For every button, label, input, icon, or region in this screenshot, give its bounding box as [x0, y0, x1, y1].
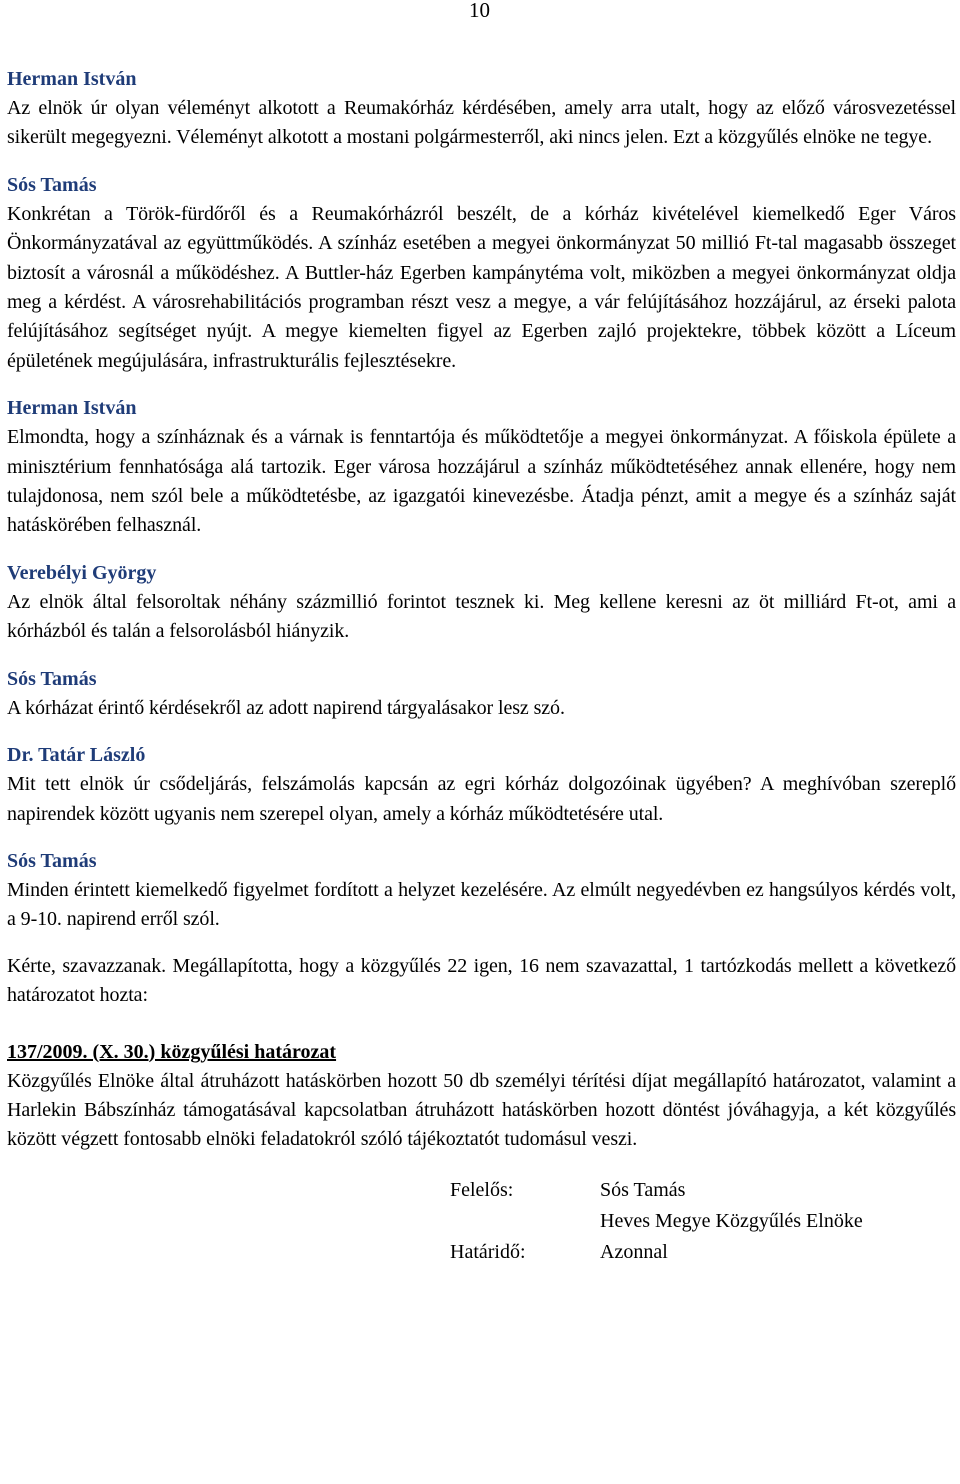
- responsible-name: Sós Tamás: [600, 1178, 686, 1201]
- speech-text: Elmondta, hogy a színháznak és a várnak is fenntartója és működtetője a megyei önkormányzat. A főiskola épülete a minisztérium fennhatósága alá tartozik. Eger városa hozzájárul a színház működtetéséhez annak ellenére, hogy nem tulajdonosa, nem szól bele a működtetésbe, az igazgatói kinevezésbe. Átadja pénzt, amit a megye és a színház saját hatáskörében felhasznál.: [7, 426, 956, 537]
- speaker-name: Verebélyi György: [7, 561, 157, 584]
- speech-text: Konkrétan a Török-fürdőről és a Reumakórházról beszélt, de a kórház kivételével kiemelkedő Eger Város Önkormányzatával az együttműködés. A színház esetében a megyei önkormányzat 50 millió Ft-tal magasabb összeget biztosít a városnál a működéshez. A Buttler-ház Egerben kampánytéma volt, miközben a megyei önkormányzat oldja meg a kérdést. A városrehabilitációs programban részt vesz a megye, a vár felújításához hozzájárul, az érseki palota felújításához segítséget nyújt. A megye kiemelten figyel az Egerben zajló projektekre, többek között a Líceum épületének megújulására, infrastrukturális fejlesztésekre.: [7, 202, 956, 372]
- speaker-name: Sós Tamás: [7, 849, 97, 872]
- speech-text: Minden érintett kiemelkedő figyelmet fordított a helyzet kezelésére. Az elmúlt negyedévben ez hangsúlyos kérdés volt, a 9-10. napirend erről szól.: [7, 878, 956, 931]
- speech-block-1: [7, 64, 956, 153]
- document-body: [7, 64, 956, 1265]
- speech-block-7: [7, 846, 956, 935]
- speech-text: Az elnök úr olyan véleményt alkotott a Reumakórház kérdésében, amely arra utalt, hogy az előző városvezetéssel sikerült megegyezni. Véleményt alkotott a mostani polgármesterről, aki nincs jelen. Ezt a közgyűlés elnöke ne tegye.: [7, 97, 956, 149]
- speech-block-2: [7, 170, 956, 376]
- speaker-name: Sós Tamás: [7, 173, 97, 196]
- responsible-row: [450, 1175, 685, 1205]
- page-number: 10: [469, 0, 490, 22]
- responsible-title: Heves Megye Közgyűlés Elnöke: [600, 1209, 863, 1232]
- signature-block: [7, 1175, 956, 1265]
- speech-text: Az elnök által felsoroltak néhány százmillió forintot tesznek ki. Meg kellene keresni az öt milliárd Ft-ot, ami a kórházból és talán a felsorolásból hiányzik.: [7, 590, 956, 643]
- resolution-title: 137/2009. (X. 30.) közgyűlési határozat: [7, 1040, 337, 1063]
- speech-block-6: [7, 740, 956, 829]
- speech-text: A kórházat érintő kérdésekről az adott napirend tárgyalásakor lesz szó.: [7, 696, 565, 719]
- speaker-name: Dr. Tatár László: [7, 744, 146, 767]
- deadline-label: Határidő:: [450, 1240, 526, 1263]
- resolution-block: [7, 1037, 956, 1155]
- speech-block-4: [7, 558, 956, 647]
- vote-result-text: Kérte, szavazzanak. Megállapította, hogy a közgyűlés 22 igen, 16 nem szavazattal, 1 tartózkodás mellett a következő határozatot hozta:: [7, 954, 956, 1007]
- speaker-name: Herman István: [7, 68, 137, 90]
- responsible-title-row: [450, 1206, 863, 1236]
- speech-block-5: [7, 664, 956, 723]
- speech-text: Mit tett elnök úr csődeljárás, felszámolás kapcsán az egri kórház dolgozóinak ügyében? A meghívóban szereplő napirendek között ugyanis nem szerepel olyan, amely a kórház működtetésére utal.: [7, 773, 956, 825]
- responsible-label: Felelős:: [450, 1178, 514, 1201]
- deadline-row: [450, 1237, 668, 1267]
- speaker-name: Sós Tamás: [7, 667, 97, 690]
- speaker-name: Herman István: [7, 397, 137, 420]
- resolution-text: Közgyűlés Elnöke által átruházott hatáskörben hozott 50 db személyi térítési díjat megállapító határozatot, valamint a Harlekin Bábszínház támogatásával kapcsolatban átruházott hatáskörben hozott döntést jóváhagyja, a két közgyűlés között végzett fontosabb elnöki feladatokról szóló tájékoztatót tudomásul veszi.: [7, 1069, 956, 1151]
- speech-block-3: [7, 393, 956, 541]
- deadline-value: Azonnal: [600, 1240, 668, 1263]
